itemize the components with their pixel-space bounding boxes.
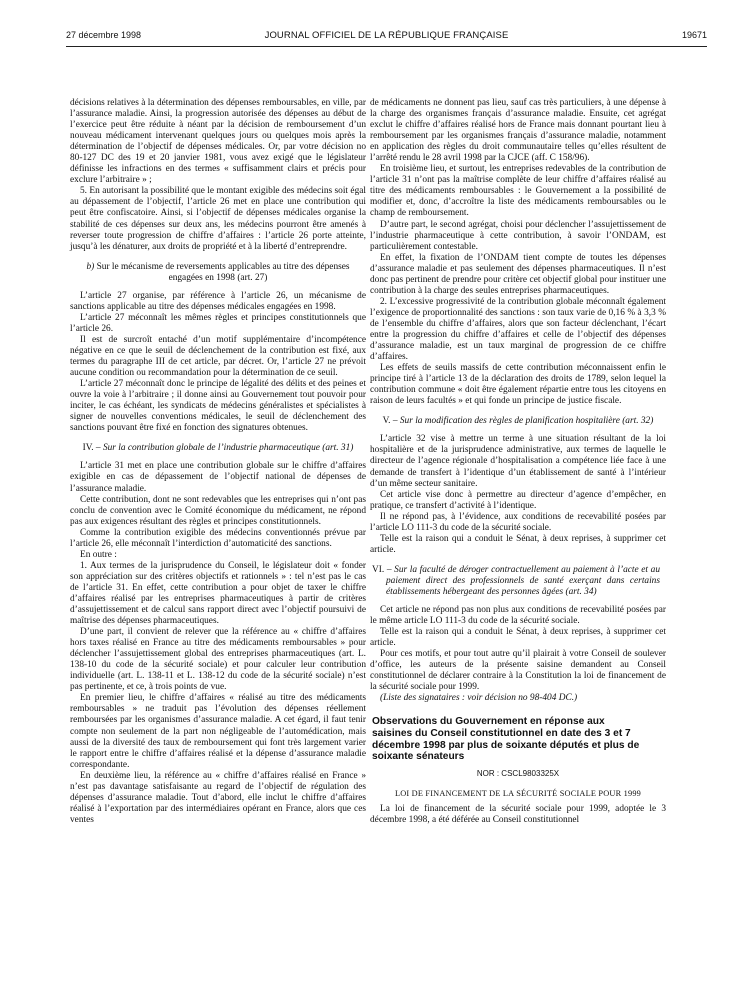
- paragraph: Telle est la raison qui a conduit le Sénat, à deux reprises, à supprimer cet article.: [370, 627, 666, 649]
- paragraph: D’une part, il convient de relever que la référence au « chiffre d’affaires hors taxes réalisé en France au titre des médicaments remboursables » pour déclencher l’assujettissement global des entreprises pharmaceutiques (art. L. 138-10 du code de la sécurité sociale) et pour calculer leur contribution individuelle (art. L. 138-11 et L. 138-12 du code de la sécurité sociale) n’est pas pertinente, et ce, à trois points de vue.: [70, 627, 366, 693]
- paragraph: En deuxième lieu, la référence au « chiffre d’affaires réalisé en France » n’est pas davantage satisfaisante au regard de l’objectif de régulation des dépenses d’assurance maladie. Tout d’abord, elle inclut le chiffre d’affaires réalisé à l’exportation par des intermédiaires opérant en France, alors que ces ventes: [70, 770, 366, 825]
- paragraph: L’article 31 met en place une contribution globale sur le chiffre d’affaires exigible en cas de dépassement de l’objectif national de dépenses de l’assurance maladie.: [70, 461, 366, 494]
- paragraph: Il ne répond pas, à l’évidence, aux conditions de recevabilité posées par l’article LO 111-3 du code de la sécurité sociale.: [370, 511, 666, 533]
- nor-reference: NOR : CSCL9803325X: [476, 768, 560, 778]
- paragraph: L’article 27 méconnaît les mêmes règles et principes constitutionnels que l’article 26.: [70, 312, 366, 334]
- paragraph: 5. En autorisant la possibilité que le montant exigible des médecins soit égal au dépassement de l’objectif, l’article 26 met en place une contribution qui peut être confiscatoire. Ainsi, si l’objectif de dépenses médicales organise la stabilité de ces dépenses sur deux ans, les médecins pourront être amenés à reverser toute progression de chiffre d’affaires : l’article 26 porte atteinte, jusqu’à les dénaturer, aux droits de propriété et à la liberté d’entreprendre.: [70, 186, 366, 252]
- section-heading-iv: [70, 443, 366, 454]
- subsection-heading-b: [70, 262, 366, 284]
- paragraph: Pour ces motifs, et pour tout autre qu’il plairait à votre Conseil de soulever d’office, les auteurs de la présente saisine demandent au Conseil constitutionnel de déclarer contraire à la Constitution la loi de financement de la sécurité sociale pour 1999.: [370, 649, 666, 693]
- section-heading-vi: [370, 565, 666, 598]
- paragraph: L’article 27 organise, par référence à l’article 26, un mécanisme de sanctions applicable au titre des dépenses médicales engagées en 1998.: [70, 290, 366, 312]
- paragraph: En outre :: [80, 549, 117, 560]
- paragraph: La loi de financement de la sécurité sociale pour 1999, adoptée le 3 décembre 1998, a été déférée au Conseil constitutionnel: [370, 803, 666, 825]
- header-rule: [66, 46, 707, 47]
- paragraph: Comme la contribution exigible des médecins conventionnés prévue par l’article 26, elle méconnaît l’interdiction d’automaticité des sanctions.: [70, 527, 366, 549]
- page-header: [66, 30, 707, 44]
- section-title: Sur la modification des règles de planification hospitalière (art. 32): [399, 416, 654, 427]
- law-title: LOI DE FINANCEMENT DE LA SÉCURITÉ SOCIALE POUR 1999: [394, 788, 642, 798]
- header-date: 27 décembre 1998: [66, 30, 142, 40]
- observations-title: Observations du Gouvernement en réponse aux saisines du Conseil constitutionnel en date des 3 et 7 décembre 1998 par plus de soixante députés et plus de soixante sénateurs: [372, 716, 640, 763]
- paragraph: En troisième lieu, et surtout, les entreprises redevables de la contribution de l’article 31 n’ont pas la maîtrise complète de leur chiffre d’affaires réalisé au titre des médicaments remboursables : le Gouvernement a la possibilité de modifier et, donc, d’accroître la liste des médicaments remboursables ou le champ de remboursement.: [370, 164, 666, 219]
- section-number: V. –: [382, 416, 398, 427]
- paragraph: Les effets de seuils massifs de cette contribution méconnaissent enfin le principe tiré à l’article 13 de la déclaration des droits de 1789, selon lequel la contribution commune « doit être également répartie entre tous les citoyens en raison de leurs facultés » et qui fonde un principe de justice fiscale.: [370, 363, 666, 407]
- paragraph: En effet, la fixation de l’ONDAM tient compte de toutes les dépenses d’assurance maladie et pas seulement des dépenses pharmaceutiques. Il n’est donc pas pertinent de prendre pour critère cet objectif global pour instituer une contribution à la charge des seules entreprises pharmaceutiques.: [370, 252, 666, 296]
- paragraph: L’article 32 vise à mettre un terme à une situation résultant de la loi hospitalière et de la jurisprudence administrative, aux termes de laquelle le directeur de l’agence régionale d’hospitalisation a compétence liée face à une demande de transfert à l’identique d’un établissement de santé à l’intérieur d’un même secteur sanitaire.: [370, 434, 666, 489]
- paragraph: décisions relatives à la détermination des dépenses remboursables, en ville, par l’assurance maladie. Ainsi, la progression autorisée des dépenses au début de l’exercice peut être réduite à néant par la décision de remboursement d’un nouveau médicament intervenant quelques jours ou quelques mois après la détermination de l’objectif de dépenses médicales. Or, par votre décision no 80-127 DC des 19 et 20 janvier 1981, vous avez exigé que le législateur définisse les infractions en des termes « suffisamment clairs et précis pour exclure l’arbitraire » ;: [70, 98, 366, 186]
- subsection-letter: b): [86, 261, 95, 272]
- page-number: 19671: [681, 30, 707, 40]
- paragraph: 2. L’excessive progressivité de la contribution globale méconnaît également l’exigence de proportionnalité des sanctions : son taux varie de 0,16 % à 3,3 % de l’ensemble du chiffre d’affaires, alors que son facteur déclenchant, l’écart entre la progression du chiffre d’affaires et celle de l’objectif des dépenses d’assurance maladie, est un taux marginal de progression de ce chiffre d’affaires.: [370, 296, 666, 363]
- paragraph: Cet article ne répond pas non plus aux conditions de recevabilité posées par le même article LO 111-3 du code de la sécurité sociale.: [370, 605, 666, 627]
- paragraph: de médicaments ne donnent pas lieu, sauf cas très particuliers, à une dépense à la charge des organismes français d’assurance maladie. Ensuite, cet agrégat exclut le chiffre d’affaires réalisé hors de France mais donnant pourtant lieu à remboursement par les organismes français d’assurance maladie, notamment en application des règles du droit communautaire telles qu’elles résultent de l’arrêté rendu le 28 avril 1998 par la CJCE (aff. C 158/96).: [370, 98, 666, 164]
- section-title: Sur la contribution globale de l’industrie pharmaceutique (art. 31): [102, 443, 354, 454]
- paragraph: 1. Aux termes de la jurisprudence du Conseil, le législateur doit « fonder son appréciation sur des critères objectifs et rationnels » : tel n’est pas le cas de l’article 31. En effet, cette contribution a pour objet de taxer le chiffre d’affaires réalisé par les entreprises pharmaceutiques à partir de critères d’assujettissement et de calcul sans rapport direct avec l’objectif poursuivi de maîtrise des dépenses pharmaceutiques.: [70, 560, 366, 627]
- section-number: IV. –: [82, 443, 101, 454]
- paragraph: Cet article vise donc à permettre au directeur d’agence d’empêcher, en pratique, ce transfert d’activité à l’identique.: [370, 489, 666, 511]
- paragraph: Cette contribution, dont ne sont redevables que les entreprises qui n’ont pas conclu de convention avec le Comité économique du médicament, ne répond pas aux exigences résultant des règles et principes constitutionnels.: [70, 494, 366, 527]
- left-column: [70, 98, 366, 826]
- subsection-title: Sur le mécanisme de reversements applicables au titre des dépenses engagées en 1998 (art. 27): [96, 261, 350, 283]
- section-title: Sur la faculté de déroger contractuellement au paiement à l’acte et au paiement direct des professionnels de santé exerçant dans certains établissements hébergeant des personnes âgées (art. 34): [386, 564, 660, 597]
- section-heading-v: [370, 416, 666, 427]
- paragraph: L’article 27 méconnaît donc le principe de légalité des délits et des peines et ouvre la voie à l’arbitraire ; il donne ainsi au Gouvernement tout pouvoir pour inciter, le cas échéant, les syndicats de médecins généralistes et spécialistes à signer de nouvelles conventions médicales, le seuil de déclenchement des sanctions pouvant être fixé en fonction des signatures obtenues.: [70, 379, 366, 434]
- paragraph: Il est de surcroît entaché d’un motif supplémentaire d’incompétence négative en ce que le seuil de déclenchement de la contribution est fixé, aux termes du paragraphe III de cet article, par décret. Or, l’article 27 ne prévoit aucune condition ou recommandation pour la détermination de ce seuil.: [70, 334, 366, 379]
- right-column: [370, 98, 666, 826]
- section-number: VI. –: [372, 564, 392, 575]
- paragraph: D’autre part, le second agrégat, choisi pour déclencher l’assujettissement de l’industrie pharmaceutique à cette contribution, à savoir l’ONDAM, est particulièrement contestable.: [370, 219, 666, 252]
- signatories-note: (Liste des signataires : voir décision no 98-404 DC.): [380, 693, 578, 704]
- paragraph: En premier lieu, le chiffre d’affaires « réalisé au titre des médicaments remboursables » ne traduit pas l’évolution des dépenses réellement remboursées par les organismes d’assurance maladie. A cet égard, il faut tenir compte non seulement de la part non négligeable de l’automédication, mais aussi de la diversité des taux de remboursement qui font très largement varier le rapport entre le chiffre d’affaires réalisé et la dépense d’assurance maladie correspondante.: [70, 693, 366, 770]
- paragraph: Telle est la raison qui a conduit le Sénat, à deux reprises, à supprimer cet article.: [370, 533, 666, 555]
- journal-title: JOURNAL OFFICIEL DE LA RÉPUBLIQUE FRANÇAISE: [264, 30, 509, 41]
